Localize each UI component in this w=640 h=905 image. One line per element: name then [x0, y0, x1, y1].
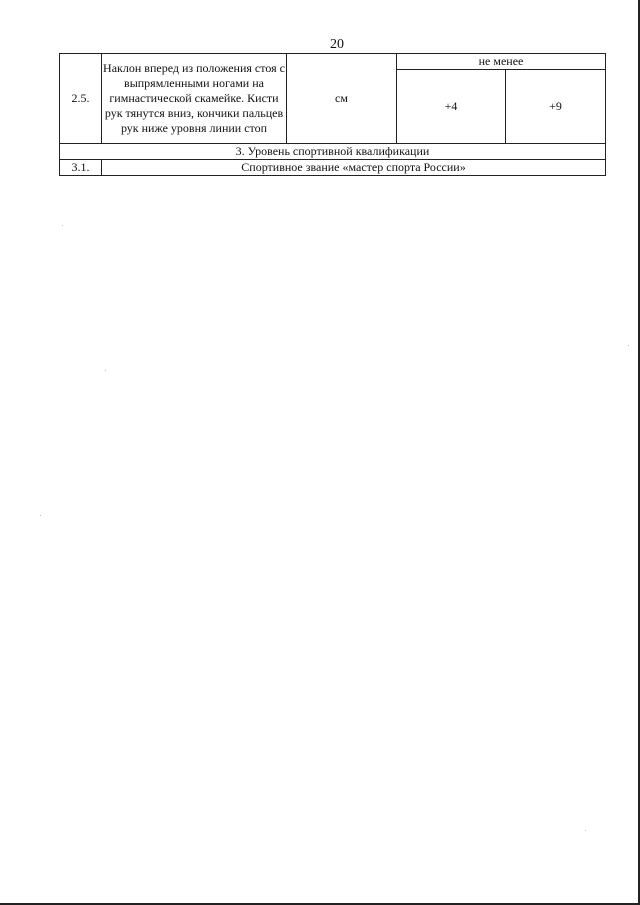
table-row	[60, 54, 606, 70]
scan-speck	[628, 345, 629, 346]
value-cell-1: +4	[397, 70, 506, 144]
table-row	[60, 160, 606, 176]
section-title-cell: 3. Уровень спортивной квалификации	[60, 144, 606, 160]
unit-cell: см	[287, 54, 397, 144]
scan-speck	[62, 225, 63, 226]
value-cell-2: +9	[506, 70, 606, 144]
section-header-row	[60, 144, 606, 160]
row-number-cell: 3.1.	[60, 160, 102, 176]
standards-table	[59, 53, 606, 176]
page-number: 20	[330, 37, 344, 52]
scan-speck	[585, 830, 586, 831]
exercise-description-cell: Наклон вперед из положения стоя с выпрямленными ногами на гимнастической скамейке. Кисти рук тянутся вниз, кончики пальцев рук ниже уровня линии стоп	[102, 54, 287, 144]
row-number-cell: 2.5.	[60, 54, 102, 144]
scan-speck	[105, 370, 106, 371]
qualification-cell: Спортивное звание «мастер спорта России»	[102, 160, 606, 176]
condition-cell: не менее	[397, 54, 606, 70]
scan-speck	[40, 515, 41, 516]
